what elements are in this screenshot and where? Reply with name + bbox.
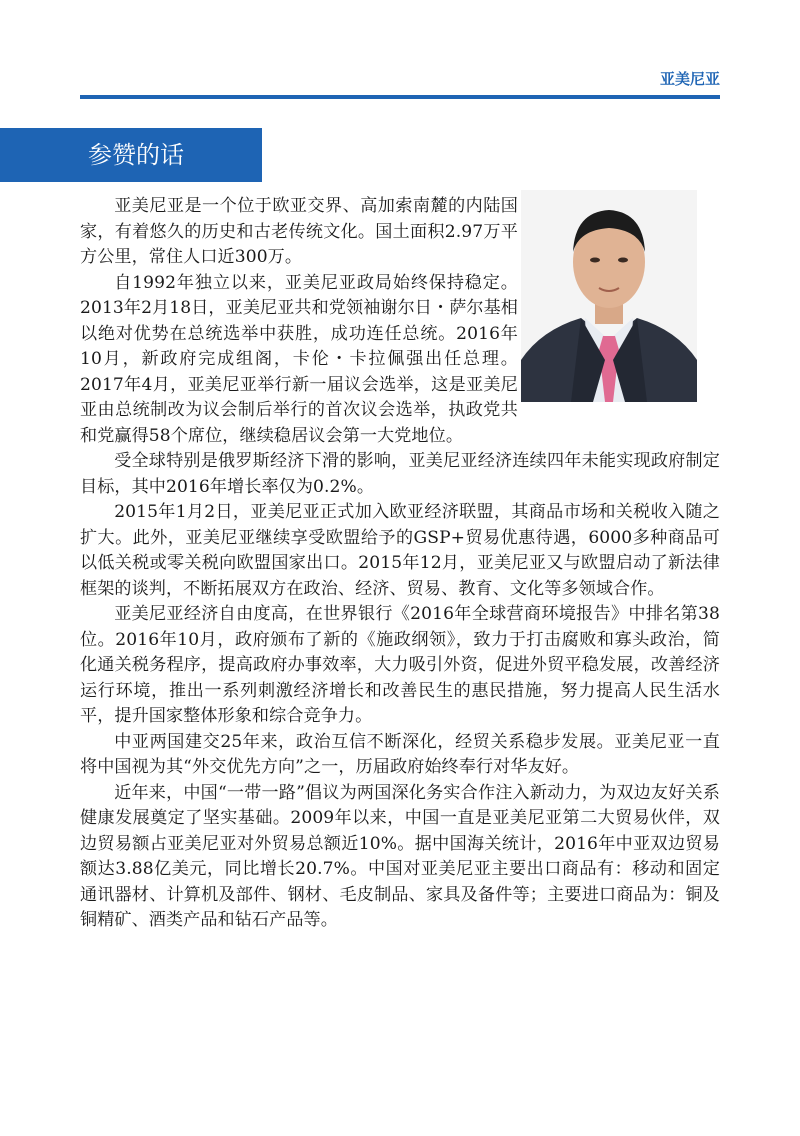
header-country-title: 亚美尼亚 <box>659 70 720 88</box>
paragraph: 中亚两国建交25年来，政治互信不断深化，经贸关系稳步发展。亚美尼亚一直将中国视为其“外交优先方向”之一，历届政府始终奉行对华友好。 <box>80 731 720 777</box>
paragraph: 自1992年独立以来，亚美尼亚政局始终保持稳定。2013年2月18日，亚美尼亚共和党领袖谢尔日・萨尔基相以绝对优势在总统选举中获胜，成功连任总统。2016年10月，新政府完成组阁，卡伦・卡拉佩强出任总理。2017年4月，亚美尼亚举行新一届议会选举，这是亚美尼亚由总统制改为议会制后举行的首次议会选举，执政党共和党赢得58个席位，继续稳居议会第一大党地位。 <box>80 272 518 446</box>
paragraph: 亚美尼亚经济自由度高，在世界银行《2016年全球营商环境报告》中排名第38位。2016年10月，政府颁布了新的《施政纲领》，致力于打击腐败和寡头政治，简化通关税务程序，提高政府办事效率，大力吸引外资，促进外贸平稳发展，改善经济运行环境，推出一系列刺激经济增长和改善民生的惠民措施，努力提高人民生活水平，提升国家整体形象和综合竞争力。 <box>80 604 720 726</box>
paragraph: 2015年1月2日，亚美尼亚正式加入欧亚经济联盟，其商品市场和关税收入随之扩大。此外，亚美尼亚继续享受欧盟给予的GSP+贸易优惠待遇，6000多种商品可以低关税或零关税向欧盟国家出口。2015年12月，亚美尼亚又与欧盟启动了新法律框架的谈判，不断拓展双方在政治、经济、贸易、教育、文化等多领域合作。 <box>80 502 720 599</box>
header-divider <box>80 95 720 99</box>
paragraph: 近年来，中国“一带一路”倡议为两国深化务实合作注入新动力，为双边友好关系健康发展奠定了坚实基础。2009年以来，中国一直是亚美尼亚第二大贸易伙伴，双边贸易额占亚美尼亚对外贸易总额近10%。据中国海关统计，2016年中亚双边贸易额达3.88亿美元，同比增长20.7%。中国对亚美尼亚主要出口商品有：移动和固定通讯器材、计算机及部件、钢材、毛皮制品、家具及备件等；主要进口商品为：铜及铜精矿、酒类产品和钻石产品等。 <box>80 782 720 930</box>
paragraph: 亚美尼亚是一个位于欧亚交界、高加索南麓的内陆国家，有着悠久的历史和古老传统文化。国土面积2.97万平方公里，常住人口近300万。 <box>80 196 518 267</box>
section-title-banner: 参赞的话 <box>0 128 262 182</box>
paragraph: 受全球特别是俄罗斯经济下滑的影响，亚美尼亚经济连续四年未能实现政府制定目标，其中2016年增长率仅为0.2%。 <box>80 451 720 497</box>
article-body <box>80 194 720 934</box>
portrait-float-spacer <box>518 194 720 406</box>
